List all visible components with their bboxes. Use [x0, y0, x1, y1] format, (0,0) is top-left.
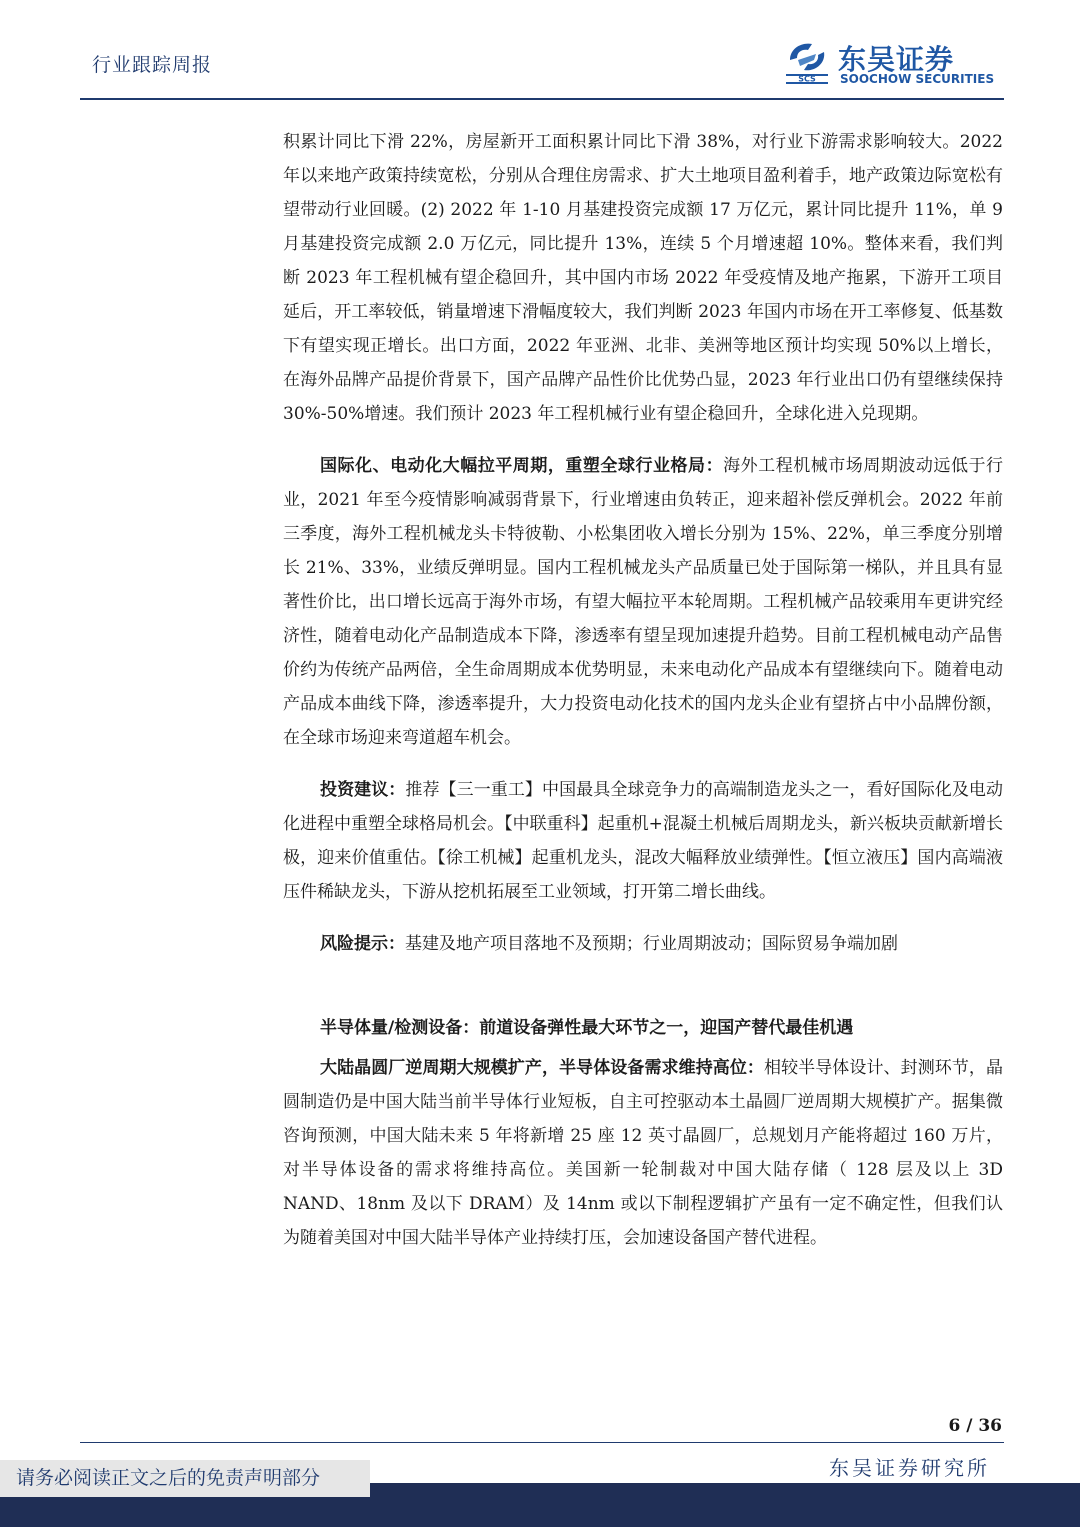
section-heading: 半导体量/检测设备：前道设备弹性最大环节之一，迎国产替代最佳机遇 — [320, 1018, 854, 1038]
paragraph-text: 海外工程机械市场周期波动远低于行业，2021 年至今疫情影响减弱背景下，行业增速由负转正，迎来超补偿反弹机会。2022 年前三季度，海外工程机械龙头卡特彼勒、小松集团收入增长分别为 15%、22%，单三季度分别增长 21%、33%，业绩反弹明显。国内工程机械龙头产品质量已处于国际第一梯队，并且具有显著性价比，出口增长远高于海外市场，有望大幅拉平本轮周期。工程机械产品较乘用车更讲究经济性，随着电动化产品制造成本下降，渗透率有望呈现加速提升趋势。目前工程机械电动产品售价约为传统产品两倍，全生命周期成本优势明显，未来电动化产品成本有望继续向下。随着电动产品成本曲线下降，渗透率提升，大力投资电动化技术的国内龙头企业有望挤占中小品牌份额，在全球市场迎来弯道超车机会。 — [283, 456, 1004, 748]
institute-name: 东吴证券研究所 — [829, 1456, 990, 1480]
footer-divider — [80, 1442, 1004, 1443]
logo-name-cn: 东吴证券 — [838, 43, 955, 76]
paragraph-lead: 投资建议： — [320, 780, 406, 800]
paragraph-lead: 风险提示： — [320, 934, 405, 954]
paragraph-text: 推荐【三一重工】中国最具全球竞争力的高端制造龙头之一，看好国际化及电动化进程中重塑全球格局机会。【中联重科】起重机+混凝土机械后周期龙头，新兴板块贡献新增长极，迎来价值重估。【徐工机械】起重机龙头，混改大幅释放业绩弹性。【恒立液压】国内高端液压件稀缺龙头，下游从挖机拓展至工业领域，打开第二增长曲线。 — [283, 780, 1004, 902]
paragraph-lead: 国际化、电动化大幅拉平周期，重塑全球行业格局： — [320, 456, 724, 476]
report-type-title: 行业跟踪周报 — [92, 54, 213, 76]
paragraph-industry-outlook: 积累计同比下滑 22%，房屋新开工面积累计同比下滑 38%，对行业下游需求影响较大。2022 年以来地产政策持续宽松，分别从合理住房需求、扩大土地项目盈利着手，地产政策边际宽松有望带动行业回暖。(2) 2022 年 1-10 月基建投资完成额 17 万亿元，累计同比提升 11%，单 9 月基建投资完成额 2.0 万亿元，同比提升 13%，连续 5 个月增速超 10%。整体来看，我们判断 2023 年工程机械有望企稳回升，其中国内市场 2022 年受疫情及地产拖累，下游开工项目延后，开工率较低，销量增速下滑幅度较大，我们判断 2023 年国内市场在开工率修复、低基数下有望实现正增长。出口方面，2022 年亚洲、北非、美洲等地区预计均实现 50%以上增长，在海外品牌产品提价背景下，国产品牌产品性价比优势凸显，2023 年行业出口仍有望继续保持 30%-50%增速。我们预计 2023 年工程机械行业有望企稳回升，全球化进入兑现期。 — [283, 132, 1003, 424]
logo-name-en: SOOCHOW SECURITIES — [840, 72, 995, 86]
paragraph-lead: 大陆晶圆厂逆周期大规模扩产，半导体设备需求维持高位： — [320, 1058, 764, 1078]
report-body — [283, 125, 1003, 1255]
disclaimer-notice: 请务必阅读正文之后的免责声明部分 — [0, 1460, 370, 1497]
header-divider — [80, 98, 1004, 100]
paragraph-wafer-expansion — [283, 1051, 1003, 1255]
page-number: 6 / 36 — [948, 1416, 1002, 1436]
paragraph-text: 基建及地产项目落地不及预期；行业周期波动；国际贸易争端加剧 — [405, 934, 898, 954]
paragraph-globalization — [283, 449, 1003, 755]
paragraph-text: 相较半导体设计、封测环节，晶圆制造仍是中国大陆当前半导体行业短板，自主可控驱动本土晶圆厂逆周期大规模扩产。据集微咨询预测，中国大陆未来 5 年将新增 25 座 12 英寸晶圆厂，总规划月产能将超过 160 万片，对半导体设备的需求将维持高位。美国新一轮制裁对中国大陆存储（ 128 层及以上 3D NAND、18nm 及以下 DRAM）及 14nm 或以下制程逻辑扩产虽有一定不确定性，但我们认为随着美国对中国大陆半导体产业持续打压，会加速设备国产替代进程。 — [283, 1058, 1003, 1248]
soochow-logo-icon — [784, 38, 830, 86]
paragraph-investment-advice — [283, 773, 1003, 909]
logo-mark-text: SCS — [798, 74, 816, 84]
soochow-logo — [784, 38, 1004, 90]
paragraph-risk — [283, 927, 1003, 961]
